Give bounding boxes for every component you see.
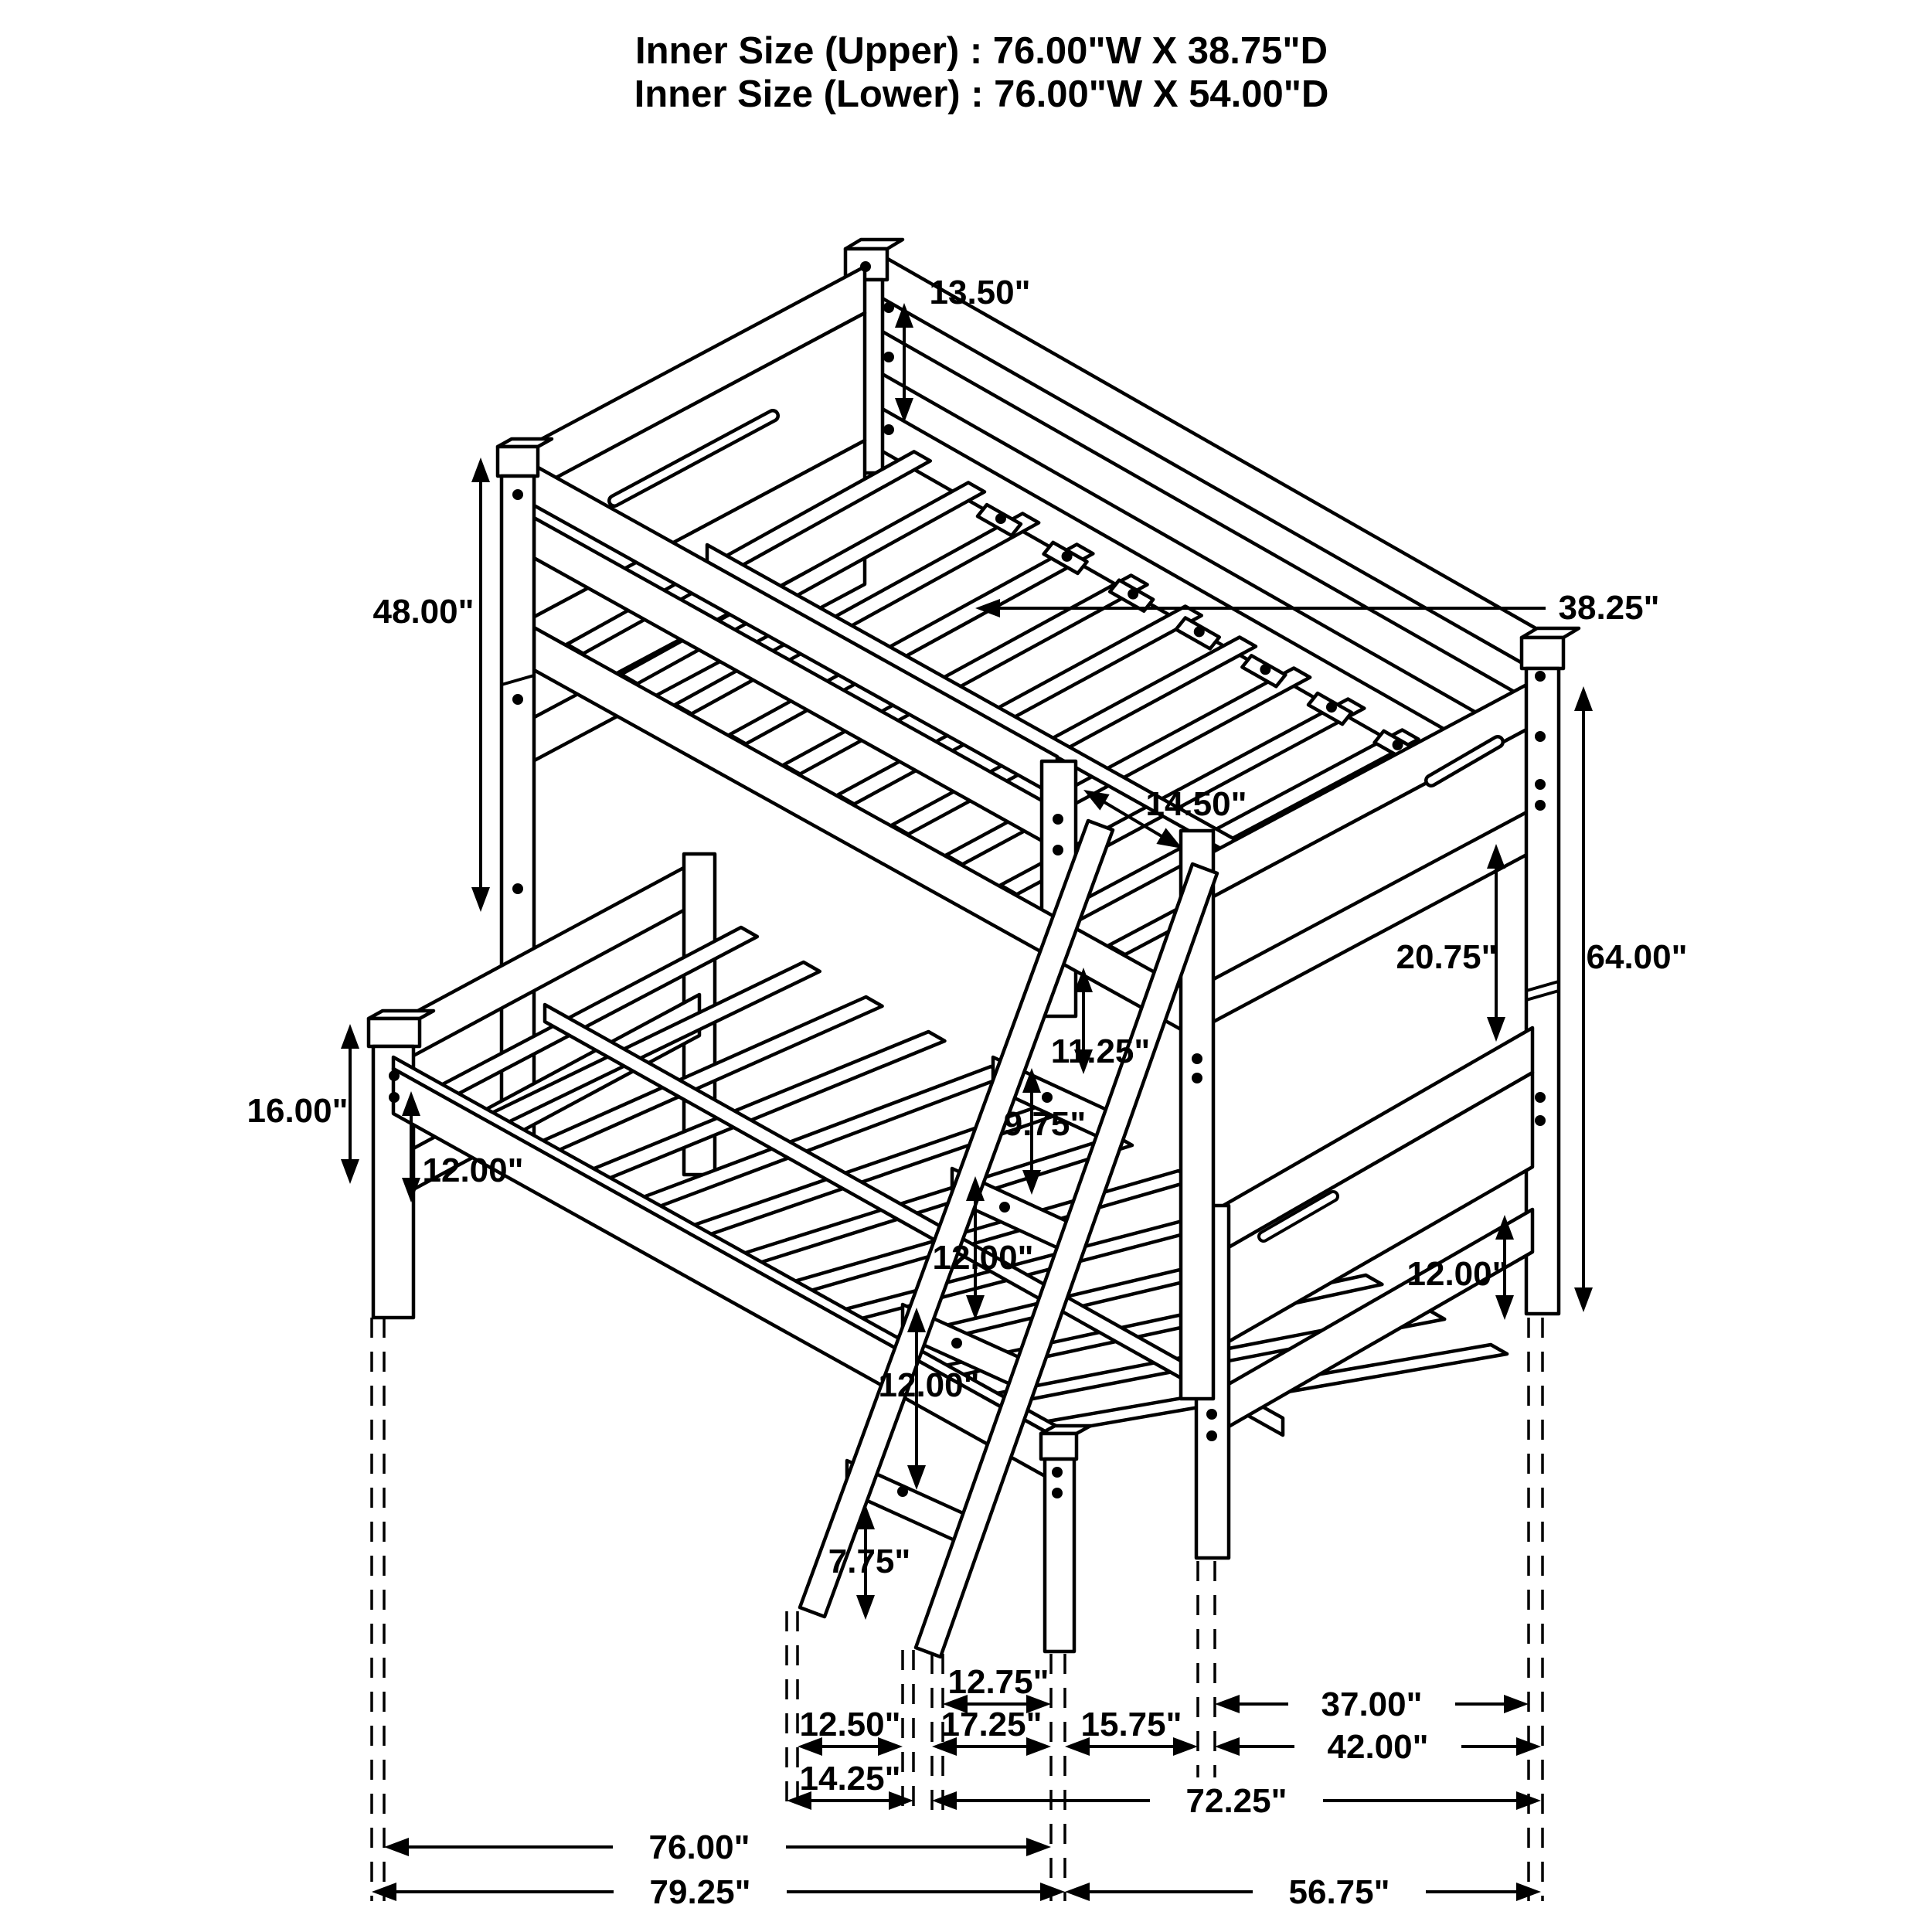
arrowhead	[907, 1465, 926, 1490]
dim-ladder-to-leg: 15.75"	[1080, 1706, 1182, 1743]
arrowhead	[1504, 1695, 1529, 1713]
screw-dot	[860, 261, 871, 272]
screw-dot	[1535, 779, 1546, 790]
screw-dot	[512, 694, 523, 705]
dim-lower-overall-depth: 56.75"	[1288, 1873, 1390, 1911]
arrowhead	[384, 1838, 409, 1856]
screw-dot	[1042, 1092, 1053, 1103]
dim-guard-height: 48.00"	[372, 593, 474, 631]
screw-dot	[999, 1202, 1010, 1213]
dim-total-height: 64.00"	[1586, 938, 1688, 976]
arrowhead	[1574, 1287, 1593, 1312]
screw-dot	[1393, 740, 1403, 750]
arrowhead	[1156, 828, 1182, 849]
screw-dot	[1206, 1409, 1217, 1420]
screw-dot	[1192, 1073, 1202, 1083]
dim-step-bottom-height: 7.75"	[828, 1543, 911, 1580]
dim-step-top-gap: 9.75"	[1003, 1105, 1087, 1143]
dim-lower-rail-height: 12.00"	[422, 1151, 524, 1189]
dim-step-width: 12.75"	[947, 1663, 1049, 1701]
screw-dot	[1052, 1467, 1063, 1478]
diagram-title	[634, 30, 1329, 115]
dim-frame-depth-span: 72.25"	[1185, 1782, 1287, 1820]
dim-ladder-feet-span: 12.50"	[799, 1706, 901, 1743]
screw-dot	[1192, 1053, 1202, 1064]
screw-dot	[995, 513, 1006, 524]
screw-dot	[389, 1092, 400, 1103]
screw-dot	[897, 1486, 908, 1497]
screw-dot	[1535, 1092, 1546, 1103]
dim-rail-gap-upper: 11.25"	[1050, 1032, 1151, 1070]
screw-dot	[951, 1338, 962, 1349]
dim-bunk-gap: 20.75"	[1396, 938, 1498, 976]
screw-dot	[1206, 1430, 1217, 1441]
screw-dot	[1326, 702, 1337, 713]
arrowhead	[1065, 1883, 1090, 1901]
screw-dot	[1053, 814, 1063, 825]
screw-dot	[1535, 731, 1546, 742]
dim-step-gap-mid: 12.00"	[932, 1239, 1034, 1277]
screw-dot	[512, 489, 523, 500]
screw-dot	[1194, 626, 1205, 637]
arrowhead	[932, 1791, 957, 1810]
arrowhead	[1495, 1295, 1514, 1320]
dim-ladder-span-outer: 14.25"	[799, 1760, 901, 1798]
arrowhead	[1574, 686, 1593, 711]
arrowhead	[471, 887, 490, 912]
title-lower-size: Inner Size (Lower) : 76.00"W X 54.00"D	[634, 73, 1329, 115]
dim-upper-slat-depth: 38.25"	[1558, 589, 1660, 627]
dim-lower-frame-height: 16.00"	[247, 1092, 349, 1130]
screw-dot	[1535, 671, 1546, 682]
dim-ladder-foot-offset: 17.25"	[940, 1706, 1043, 1743]
screw-dot	[1535, 800, 1546, 811]
screw-dot	[1128, 589, 1138, 600]
dim-ladder-opening: 14.50"	[1145, 785, 1247, 823]
screw-dot	[883, 302, 894, 313]
arrowhead	[341, 1024, 359, 1049]
arrowhead	[1040, 1883, 1065, 1901]
dim-footboard-leg-height: 12.00"	[1406, 1255, 1509, 1293]
arrowhead	[1022, 1170, 1041, 1195]
screw-dot	[883, 424, 894, 435]
arrowhead	[341, 1159, 359, 1184]
screw-dot	[1053, 845, 1063, 855]
arrowhead	[1487, 1017, 1505, 1042]
dim-footboard-width: 37.00"	[1321, 1685, 1423, 1723]
arrowhead	[1215, 1695, 1240, 1713]
screw-dot	[1535, 1115, 1546, 1126]
dim-back-rail-gap: 13.50"	[929, 274, 1031, 311]
dim-overall-width: 79.25"	[649, 1873, 751, 1911]
arrowhead	[1026, 1838, 1051, 1856]
screw-dot	[1062, 551, 1073, 562]
screw-dot	[389, 1070, 400, 1081]
dim-upper-overall-depth: 42.00"	[1327, 1728, 1429, 1766]
title-upper-size: Inner Size (Upper) : 76.00"W X 38.75"D	[634, 30, 1328, 72]
dim-inner-width: 76.00"	[648, 1828, 750, 1866]
screw-dot	[1260, 664, 1270, 675]
arrowhead	[1215, 1737, 1240, 1756]
arrowhead	[471, 457, 490, 482]
arrowhead	[1083, 790, 1110, 811]
arrowhead	[856, 1595, 875, 1620]
screw-dot	[883, 352, 894, 362]
dim-step-gap-lower: 12.00"	[878, 1366, 980, 1404]
screw-dot	[1052, 1488, 1063, 1498]
screw-dot	[512, 883, 523, 894]
